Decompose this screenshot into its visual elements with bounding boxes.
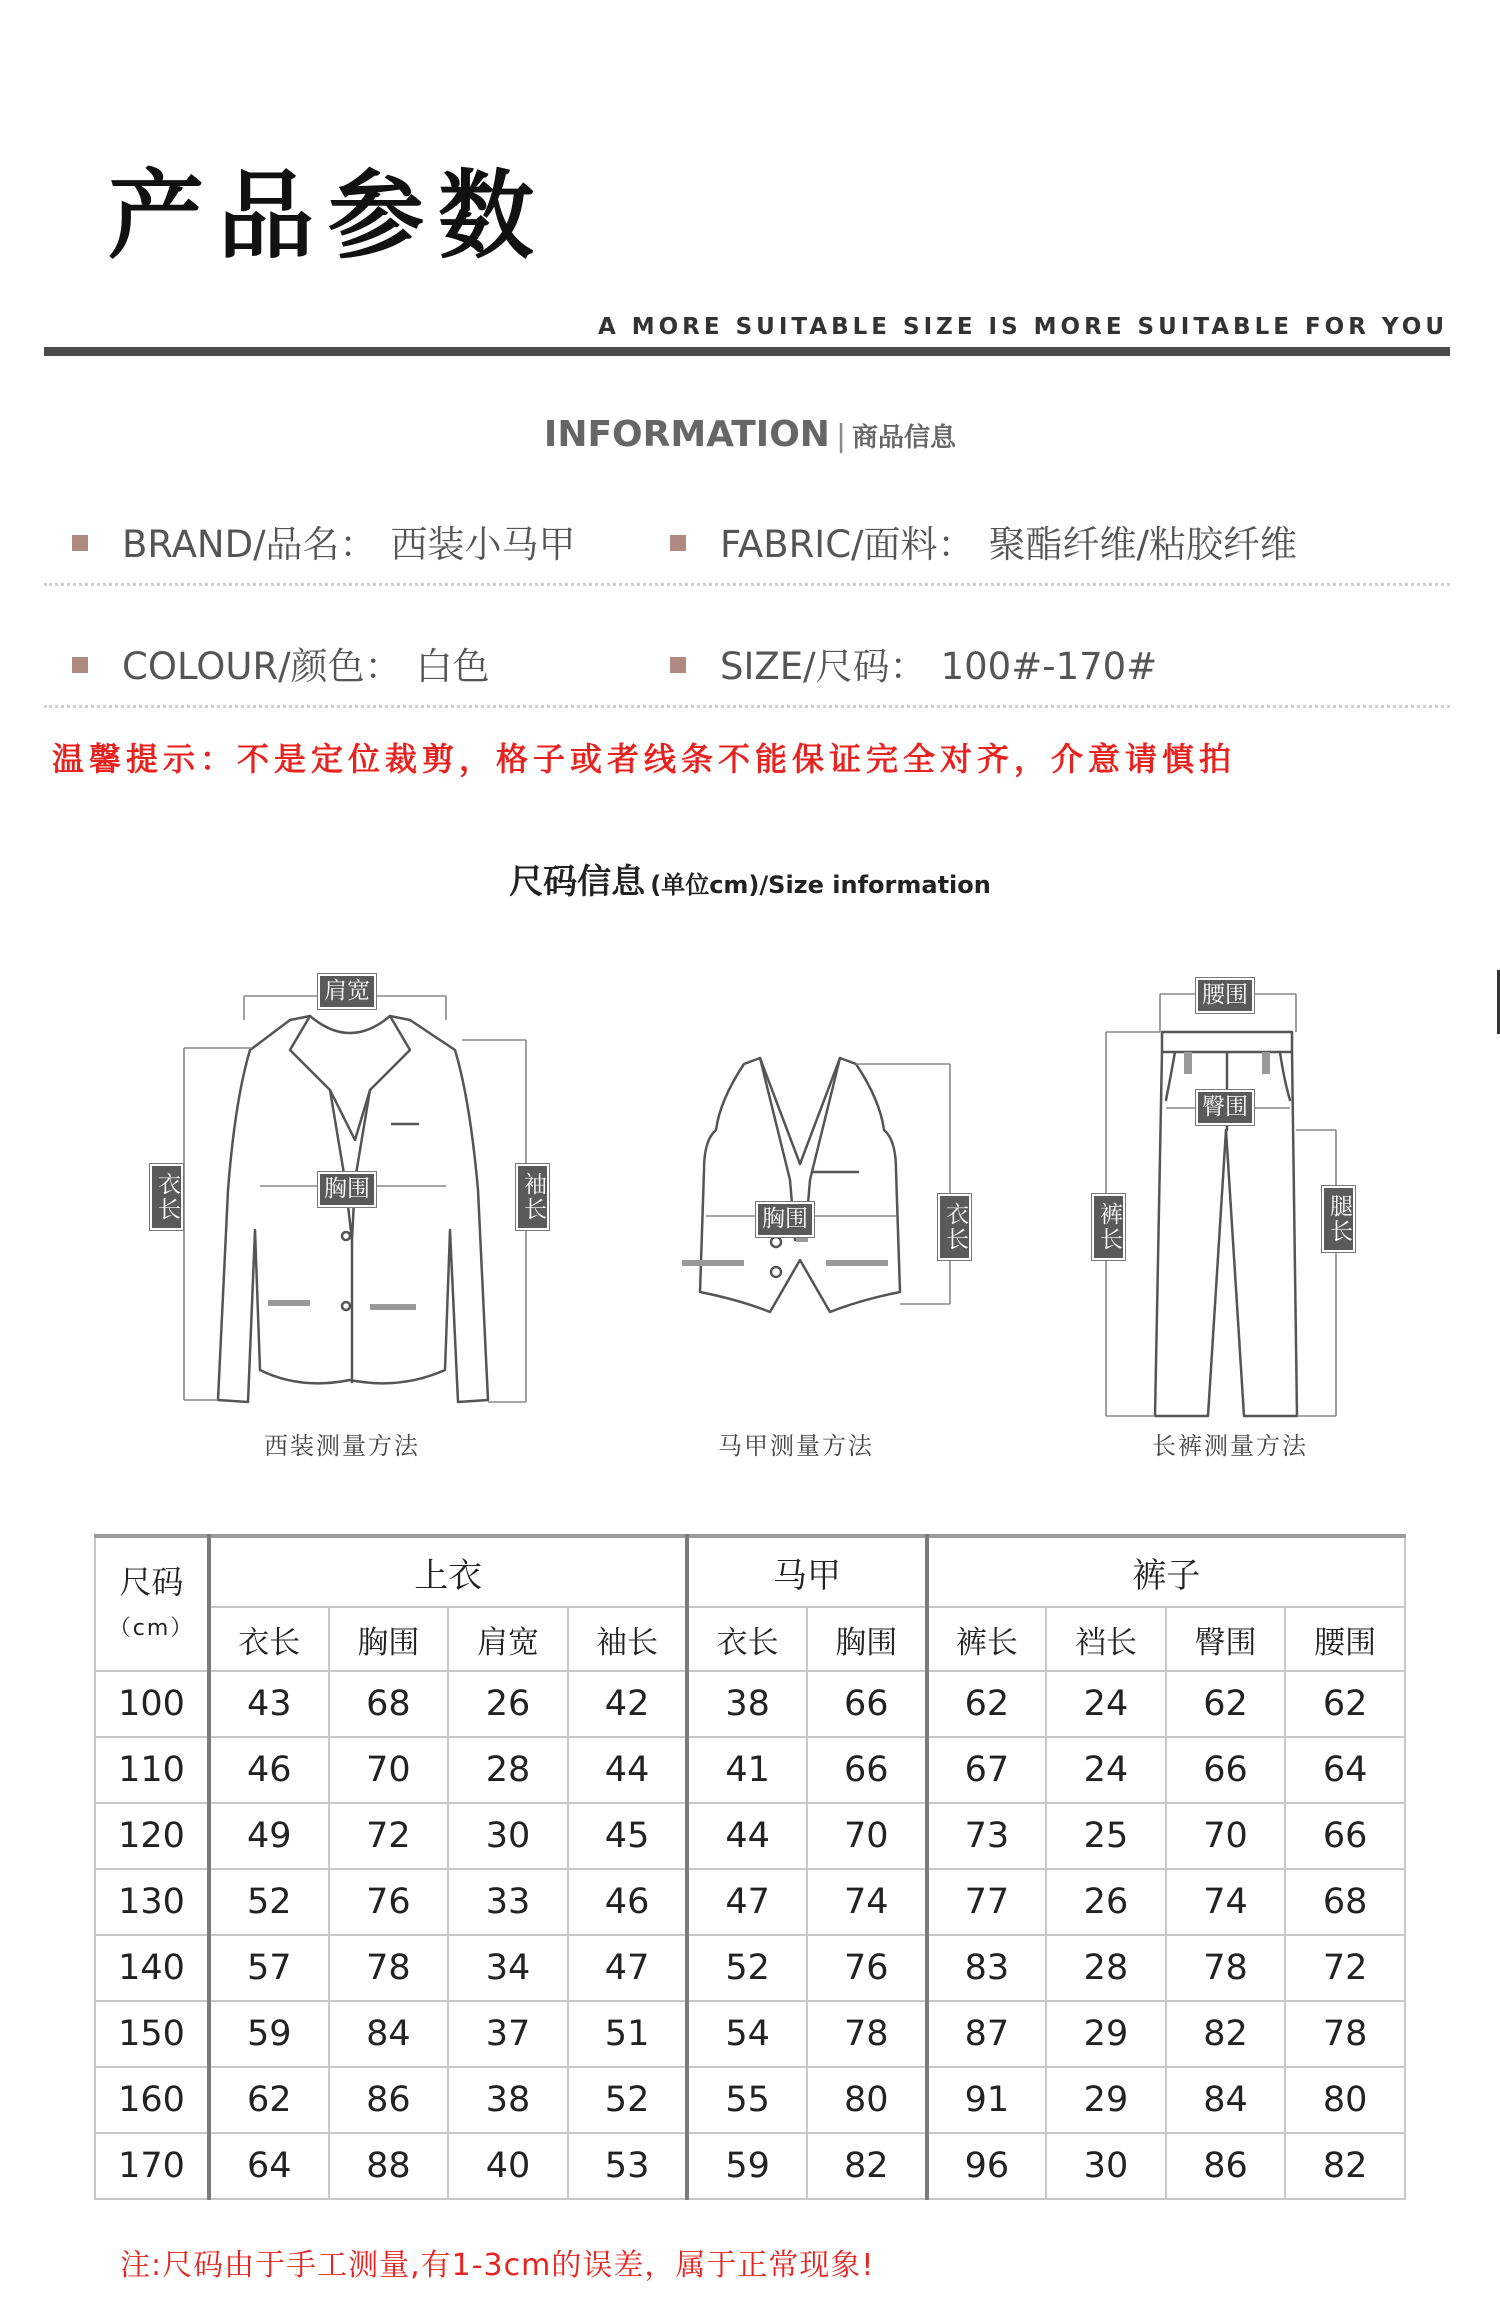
pants-leg-tag: 腿长 [1322,1186,1355,1252]
vest-caption: 马甲测量方法 [718,1432,874,1460]
table-cell: 76 [807,1935,927,2001]
suit-caption: 西装测量方法 [264,1432,420,1460]
table-cell: 62 [209,2067,329,2133]
table-cell: 66 [807,1671,927,1737]
table-cell: 45 [568,1803,688,1869]
size-info-heading [0,854,1500,903]
row-size-cell: 120 [95,1803,209,1869]
spec-row-1 [44,514,1450,574]
table-cell: 34 [448,1935,568,2001]
table-cell: 42 [568,1671,688,1737]
table-cell: 30 [448,1803,568,1869]
table-cell: 70 [807,1803,927,1869]
subheader: 肩宽 [448,1607,568,1671]
table-row [95,1737,1405,1803]
table-cell: 73 [927,1803,1047,1869]
table-row [95,1935,1405,2001]
group-header-vest: 马甲 [687,1536,926,1607]
corner-label: 尺码 [119,1563,184,1602]
table-cell: 25 [1046,1803,1166,1869]
table-cell: 33 [448,1869,568,1935]
table-cell: 46 [209,1737,329,1803]
table-cell: 66 [807,1737,927,1803]
table-cell: 43 [209,1671,329,1737]
table-cell: 86 [329,2067,449,2133]
table-cell: 68 [1285,1869,1405,1935]
row-size-cell: 170 [95,2133,209,2199]
table-row [95,1869,1405,1935]
table-cell: 47 [687,1869,807,1935]
table-cell: 64 [209,2133,329,2199]
table-cell: 74 [807,1869,927,1935]
suit-sleeve-tag: 袖长 [516,1164,549,1230]
size-table [94,1534,1406,2200]
table-cell: 51 [568,2001,688,2067]
footnote: 注:尺码由于手工测量,有1-3cm的误差，属于正常现象! [120,2248,875,2283]
table-cell: 70 [329,1737,449,1803]
table-cell: 29 [1046,2001,1166,2067]
table-cell: 30 [1046,2133,1166,2199]
table-cell: 82 [807,2133,927,2199]
subheader: 袖长 [568,1607,688,1671]
dotted-divider [44,705,1450,708]
table-row [95,2133,1405,2199]
colour-spec [72,636,490,690]
table-cell: 46 [568,1869,688,1935]
subheader: 衣长 [209,1607,329,1671]
table-cell: 26 [448,1671,568,1737]
table-cell: 78 [1166,1935,1286,2001]
row-size-cell: 160 [95,2067,209,2133]
notice-text: 温馨提示：不是定位裁剪，格子或者线条不能保证完全对齐，介意请慎拍 [52,740,1237,778]
table-cell: 54 [687,2001,807,2067]
square-bullet-icon [670,535,686,551]
table-cell: 62 [927,1671,1047,1737]
table-cell: 28 [1046,1935,1166,2001]
row-size-cell: 100 [95,1671,209,1737]
pants-waist-tag: 腰围 [1196,978,1254,1013]
vest-length-tag: 衣长 [938,1194,971,1260]
info-heading-en: INFORMATION [543,414,830,455]
table-cell: 66 [1285,1803,1405,1869]
table-cell: 29 [1046,2067,1166,2133]
table-cell: 26 [1046,1869,1166,1935]
brand-value: 西装小马甲 [390,523,576,566]
table-cell: 44 [568,1737,688,1803]
table-cell: 96 [927,2133,1047,2199]
table-cell: 68 [329,1671,449,1737]
colour-value: 白色 [415,645,490,688]
table-cell: 84 [1166,2067,1286,2133]
table-cell: 52 [209,1869,329,1935]
suit-jacket-outline [218,1016,488,1402]
subheader: 裤长 [927,1607,1047,1671]
table-cell: 24 [1046,1737,1166,1803]
table-cell: 83 [927,1935,1047,2001]
page-subtitle: A MORE SUITABLE SIZE IS MORE SUITABLE FOR YOU [597,314,1448,340]
square-bullet-icon [72,657,88,673]
suit-length-tag: 衣长 [150,1164,183,1230]
suit-shoulder-tag: 肩宽 [318,974,376,1009]
info-heading-zh: 商品信息 [852,423,957,453]
table-cell: 64 [1285,1737,1405,1803]
table-cell: 55 [687,2067,807,2133]
pants-hip-tag: 臀围 [1196,1090,1254,1125]
square-bullet-icon [72,535,88,551]
row-size-cell: 140 [95,1935,209,2001]
subheader: 胸围 [329,1607,449,1671]
garment-outlines [0,940,1500,1460]
table-cell: 59 [209,2001,329,2067]
subheader: 衣长 [687,1607,807,1671]
title-divider [44,347,1450,356]
table-cell: 49 [209,1803,329,1869]
group-header-pants: 裤子 [927,1536,1405,1607]
table-cell: 57 [209,1935,329,2001]
table-cell: 74 [1166,1869,1286,1935]
size-value: 100#-170# [940,645,1158,688]
table-cell: 86 [1166,2133,1286,2199]
table-cell: 52 [687,1935,807,2001]
row-size-cell: 130 [95,1869,209,1935]
subheader: 腰围 [1285,1607,1405,1671]
table-cell: 62 [1166,1671,1286,1737]
table-cell: 38 [687,1671,807,1737]
table-cell: 78 [807,2001,927,2067]
table-cell: 72 [329,1803,449,1869]
table-cell: 47 [568,1935,688,2001]
table-cell: 59 [687,2133,807,2199]
measurement-diagrams [0,940,1500,1460]
table-cell: 76 [329,1869,449,1935]
group-header-top: 上衣 [209,1536,687,1607]
table-subheader-row [95,1607,1405,1671]
size-label: SIZE/尺码： [720,645,927,688]
table-cell: 84 [329,2001,449,2067]
info-heading [0,414,1500,455]
table-cell: 82 [1166,2001,1286,2067]
suit-chest-tag: 胸围 [318,1172,376,1207]
vest-outline [682,1058,900,1312]
row-size-cell: 110 [95,1737,209,1803]
size-info-unit: (单位cm)/Size information [650,871,991,899]
table-cell: 87 [927,2001,1047,2067]
pants-caption: 长裤测量方法 [1152,1432,1308,1460]
table-cell: 67 [927,1737,1047,1803]
table-group-header-row [95,1536,1405,1607]
table-cell: 44 [687,1803,807,1869]
table-cell: 88 [329,2133,449,2199]
table-cell: 38 [448,2067,568,2133]
table-cell: 40 [448,2133,568,2199]
fabric-label: FABRIC/面料： [720,523,975,566]
subheader: 臀围 [1166,1607,1286,1671]
table-cell: 78 [329,1935,449,2001]
table-cell: 52 [568,2067,688,2133]
table-cell: 78 [1285,2001,1405,2067]
table-cell: 66 [1166,1737,1286,1803]
table-cell: 41 [687,1737,807,1803]
table-cell: 82 [1285,2133,1405,2199]
table-cell: 28 [448,1737,568,1803]
table-cell: 77 [927,1869,1047,1935]
table-cell: 72 [1285,1935,1405,2001]
corner-unit: （cm） [108,1616,195,1641]
table-cell: 62 [1285,1671,1405,1737]
dotted-divider [44,583,1450,586]
table-row [95,1671,1405,1737]
table-cell: 91 [927,2067,1047,2133]
size-spec [670,636,1157,690]
pants-length-tag: 裤长 [1092,1194,1125,1260]
brand-label: BRAND/品名： [122,523,377,566]
table-cell: 80 [807,2067,927,2133]
table-cell: 53 [568,2133,688,2199]
row-size-cell: 150 [95,2001,209,2067]
square-bullet-icon [670,657,686,673]
subheader: 胸围 [807,1607,927,1671]
colour-label: COLOUR/颜色： [122,645,402,688]
table-row [95,1803,1405,1869]
table-row [95,2001,1405,2067]
vest-chest-tag: 胸围 [756,1202,814,1237]
fabric-spec [670,514,1297,568]
table-cell: 37 [448,2001,568,2067]
spec-row-2 [44,636,1450,696]
table-cell: 24 [1046,1671,1166,1737]
corner-header [95,1536,209,1671]
table-row [95,2067,1405,2133]
subheader: 裆长 [1046,1607,1166,1671]
table-cell: 70 [1166,1803,1286,1869]
info-heading-separator: | [835,419,847,454]
page-title: 产品参数 [108,160,548,272]
fabric-value: 聚酯纤维/粘胶纤维 [988,523,1297,566]
table-cell: 80 [1285,2067,1405,2133]
size-info-title: 尺码信息 [509,862,646,902]
brand-spec [72,514,576,568]
